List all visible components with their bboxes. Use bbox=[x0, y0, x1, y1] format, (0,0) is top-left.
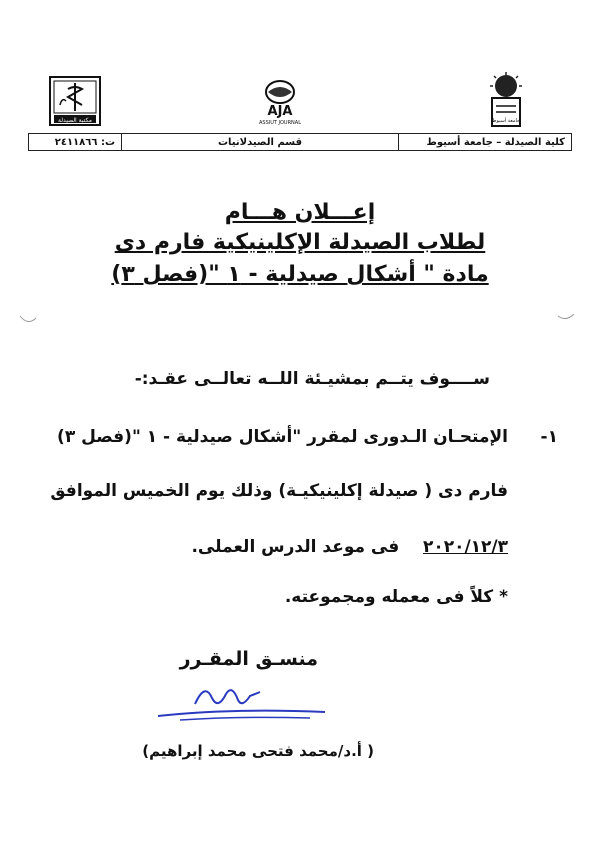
intro-line: ســــوف يتــم بمشيـئة اللــه تعالــى عقـد:- bbox=[134, 369, 490, 389]
phone-number: ت: ٢٤١١٨٦٦ bbox=[54, 136, 115, 148]
announcement-title: إعـــلان هـــام bbox=[224, 200, 376, 225]
announcement-audience: لطلاب الصيدلة الإكلينيكية فارم دى bbox=[114, 230, 486, 255]
department-cell bbox=[121, 134, 398, 150]
paper-mark bbox=[18, 312, 38, 326]
item-number: ١- bbox=[540, 427, 558, 447]
department-name: قسم الصيدلانيات bbox=[217, 136, 303, 148]
center-logo-subtext: ASSIUT JOURNAL bbox=[258, 120, 302, 126]
pharmacy-faculty-logo bbox=[48, 75, 102, 127]
exam-time: فى موعد الدرس العملى. bbox=[191, 537, 400, 557]
item-line-2: فارم دى ( صيدلة إكلينيكيـة) وذلك يوم الخميس الموافق bbox=[50, 481, 508, 501]
faculty-name: كلية الصيدلة – جامعة أسيوط bbox=[426, 136, 565, 148]
right-logo-caption: جامعة أسيوط bbox=[491, 118, 521, 124]
center-logo-text: AJA bbox=[267, 104, 293, 119]
exam-date: ٢٠٢٠/١٢/٣ bbox=[422, 537, 508, 557]
signer-name: ( أ.د/محمد فتحى محمد إبراهيم) bbox=[142, 742, 374, 760]
signature bbox=[150, 672, 330, 728]
left-logo-caption: مكتبة الصيدلة bbox=[58, 117, 92, 124]
header-bar bbox=[28, 133, 572, 151]
item-line-1: الإمتحـان الـدورى لمقرر "أشكال صيدلية - ١ "(فصل ٣) bbox=[57, 427, 508, 447]
coordinator-label: منسـق المقـرر bbox=[179, 648, 318, 670]
faculty-cell bbox=[398, 134, 571, 150]
note-line: * كلاً فى معمله ومجموعته. bbox=[284, 587, 508, 607]
item-line-3 bbox=[191, 536, 508, 558]
announcement-course: مادة " أشكال صيدلية - ١ "(فصل ٣) bbox=[111, 262, 489, 287]
phone-cell bbox=[29, 134, 121, 150]
assiut-university-logo bbox=[486, 72, 526, 130]
aja-journal-logo bbox=[250, 78, 310, 128]
paper-mark bbox=[556, 310, 576, 324]
